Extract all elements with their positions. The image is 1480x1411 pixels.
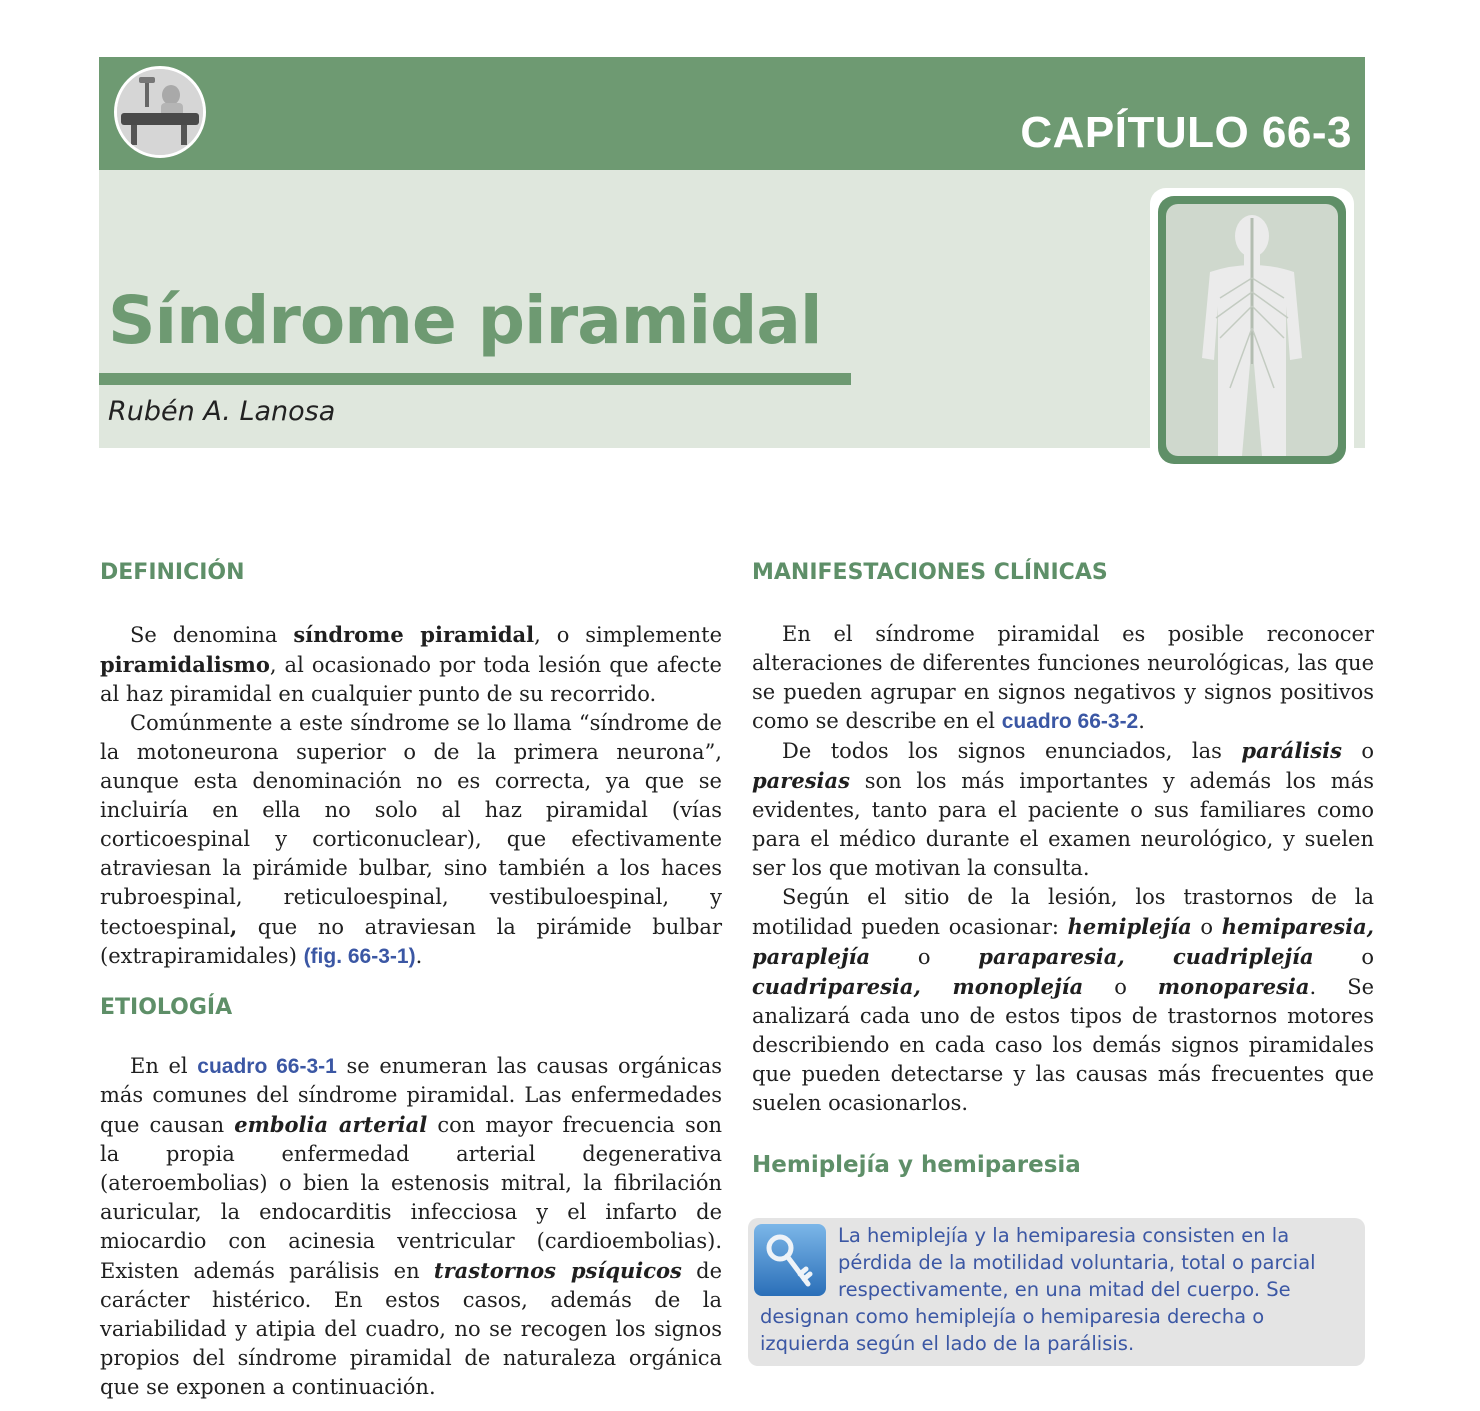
manifestaciones-paragraph-2: De todos los signos enunciados, las parálisis o paresias son los más importantes y además los más evidentes, tanto para el paciente o sus familiares como para el médico durante el examen neurológico, y suelen ser los que motivan la consulta. [752, 738, 1374, 880]
etiologia-text [100, 1052, 722, 1402]
section-heading-etiologia: ETIOLOGÍA [100, 995, 233, 1020]
nervous-system-icon [1150, 188, 1354, 472]
subsection-heading-hemiplejia: Hemiplejía y hemiparesia [752, 1152, 1081, 1178]
etiologia-paragraph: En el cuadro 66-3-1 se enumeran las causas orgánicas más comunes del síndrome piramidal. Las enfermedades que causan embolia arterial con mayor frecuencia son la propia enfermedad arterial degenerativa (ateroembolias) o bien la estenosis mitral, la fibrilación auricular, la endocarditis infecciosa y el infarto de miocardio con acinesia ventricular (cardioembolias). Existen además parálisis en trastornos psíquicos de carácter histérico. En estos casos, además de la variabilidad y atipia del cuadro, no se recogen los signos propios del síndrome piramidal de naturaleza orgánica que se exponen a continuación. [100, 1054, 723, 1399]
surgery-logo-icon [114, 66, 206, 158]
cuadro-66-3-1-link[interactable]: cuadro 66-3-1 [197, 1055, 337, 1078]
manifestaciones-paragraph-1: En el síndrome piramidal es posible reconocer alteraciones de diferentes funciones neurológicas, las que se pueden agrupar en signos negativos y signos positivos como se describe en el cuadro 66-3-2. [752, 622, 1374, 733]
page-title: Síndrome piramidal [108, 282, 822, 359]
definicion-text [100, 620, 722, 971]
manifestaciones-paragraph-3: Según el sitio de la lesión, los trastornos de la motilidad pueden ocasionar: hemiplejía o hemiparesia, paraplejía o paraparesia, cuadriplejía o cuadriparesia, monoplejía o monoparesia. Se analizará cada uno de estos tipos de trastornos motores describiendo en cada caso los demás signos piramidales que pueden detectarse y las causas más frecuentes que suelen ocasionarlos. [752, 885, 1375, 1115]
manifestaciones-text [752, 620, 1374, 1118]
definicion-paragraph-2: Comúnmente a este síndrome se lo llama “síndrome de la motoneurona superior o de la primera neurona”, aunque esta denominación no es correcta, ya que se incluiría en ella no solo al haz piramidal (vías corticoespinal y corticonuclear), que efectivamente atraviesan la pirámide bulbar, sino también a los haces rubroespinal, reticuloespinal, vestibuloespinal, y tectoespinal, que no atraviesan la pirámide bulbar (extrapiramidales) (fig. 66-3-1). [100, 711, 722, 968]
section-heading-manifestaciones: MANIFESTACIONES CLÍNICAS [752, 560, 1108, 585]
definicion-paragraph-1: Se denomina síndrome piramidal, o simplemente piramidalismo, al ocasionado por toda lesión que afecte al haz piramidal en cualquier punto de su recorrido. [100, 622, 722, 706]
section-heading-definicion: DEFINICIÓN [100, 560, 245, 585]
cuadro-66-3-2-link[interactable]: cuadro 66-3-2 [1001, 710, 1139, 733]
chapter-number: CAPÍTULO 66-3 [1020, 108, 1352, 157]
key-concept-callout [748, 1218, 1365, 1366]
title-underline [99, 373, 851, 385]
callout-text: La hemiplejía y la hemiparesia consisten en la pérdida de la motilidad voluntaria, total o parcial respectivamente, en una mitad del cuerpo. Se designan como hemiplejía o hemiparesia derecha o izquierda según el lado de la parálisis. [760, 1224, 1316, 1355]
author-name: Rubén A. Lanosa [108, 396, 336, 427]
fig-66-3-1-link[interactable]: (fig. 66-3-1) [303, 945, 416, 968]
